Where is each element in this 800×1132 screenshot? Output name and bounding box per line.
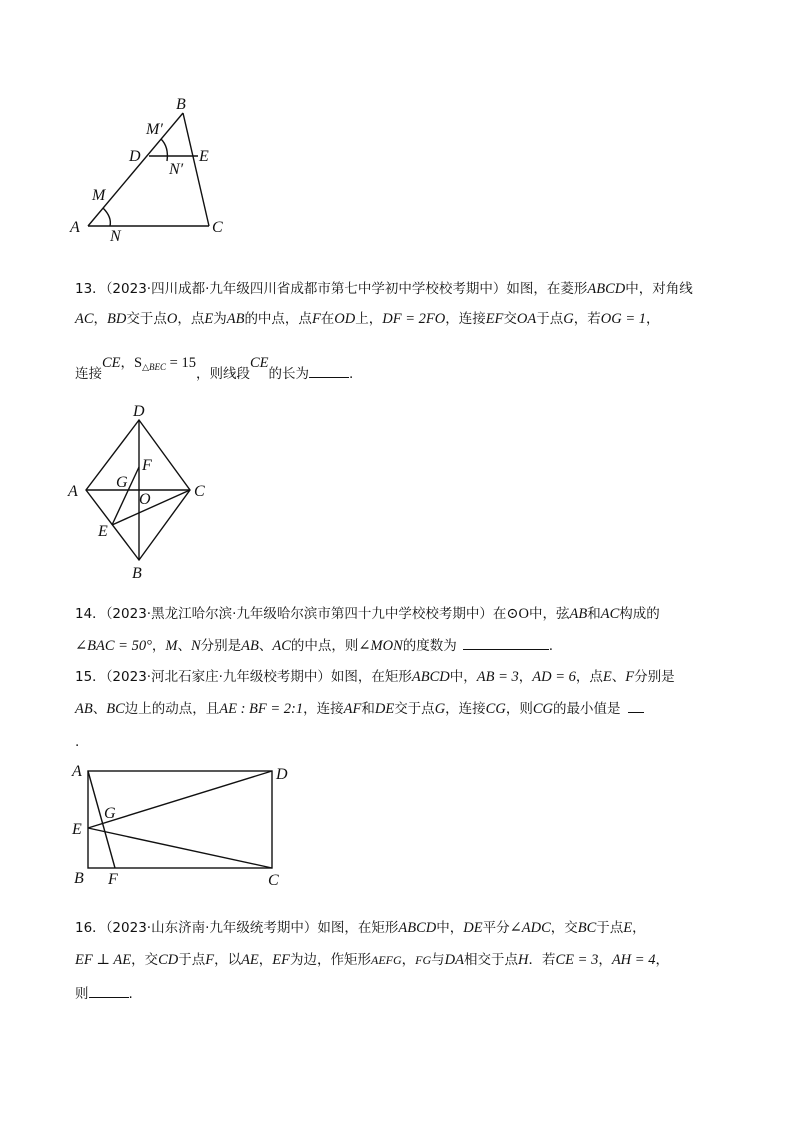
q15-math: G bbox=[434, 701, 446, 717]
q15-math: DE bbox=[374, 701, 395, 717]
q16-line-2 bbox=[75, 950, 669, 970]
label-e: E bbox=[98, 523, 108, 540]
q14-text: 、 bbox=[258, 638, 273, 654]
q15-text: ， bbox=[518, 669, 533, 685]
q16-text: ， bbox=[655, 952, 669, 968]
figure-q12-svg bbox=[70, 95, 250, 245]
q16-text: ， bbox=[258, 952, 273, 968]
q14-text: 的度数为 bbox=[402, 638, 457, 654]
q14-math: ∠BAC = 50° bbox=[75, 638, 152, 654]
q16-text: 与 bbox=[431, 952, 445, 968]
label-m: M bbox=[92, 187, 106, 204]
q14-math: N bbox=[190, 638, 201, 654]
q14-line-2 bbox=[75, 635, 553, 656]
q16-math: H bbox=[518, 952, 529, 968]
label-f: F bbox=[142, 457, 152, 474]
q15-text: 交于点 bbox=[394, 701, 435, 717]
q13-line-2 bbox=[75, 309, 659, 329]
arc-mn-prime bbox=[161, 139, 167, 161]
label-c: C bbox=[212, 219, 223, 236]
q15-math: E bbox=[602, 669, 612, 685]
q15-math: CG bbox=[532, 701, 553, 717]
q13-area-symbol: S bbox=[134, 355, 143, 371]
q16-math: F bbox=[205, 952, 215, 968]
q15-math: AE : BF = 2:1 bbox=[219, 701, 304, 717]
arc-mn bbox=[103, 208, 110, 226]
q15-text: ，连接 bbox=[445, 701, 486, 717]
q13-text: 连接 bbox=[75, 366, 102, 382]
q15-number: 15． bbox=[75, 669, 106, 685]
q16-math: DE bbox=[463, 920, 483, 936]
q16-math: ABCD bbox=[398, 920, 437, 936]
q15-text: 和 bbox=[361, 701, 375, 717]
q13-math: DF = 2FO bbox=[382, 311, 446, 327]
label-o: O bbox=[139, 491, 151, 508]
q13-text: ，若 bbox=[573, 311, 601, 327]
figure-q13-svg bbox=[68, 400, 218, 580]
q13-number: 13． bbox=[75, 281, 106, 297]
q13-math: F bbox=[311, 311, 321, 327]
q14-text: 在 bbox=[492, 606, 507, 622]
q13-text: 于点 bbox=[536, 311, 564, 327]
q15-math: BC bbox=[106, 701, 125, 717]
q13-math: EF bbox=[485, 311, 504, 327]
q13-text: 中，对角线 bbox=[625, 281, 693, 297]
q15-source: （2023·河北石家庄·九年级校考期中） bbox=[105, 669, 331, 685]
q13-math: AC bbox=[75, 311, 94, 327]
segment-ce bbox=[112, 490, 190, 525]
q13-math: E bbox=[204, 311, 214, 327]
q16-math: ∠ADC bbox=[509, 920, 551, 936]
label-c: C bbox=[268, 872, 279, 889]
q16-math: EF bbox=[272, 952, 291, 968]
figure-q13 bbox=[68, 400, 218, 580]
figure-q15-svg bbox=[70, 756, 300, 891]
q16-text: 如图，在矩形 bbox=[317, 920, 399, 936]
q16-text: ， bbox=[632, 920, 646, 936]
q15-text: 的最小值是 bbox=[552, 701, 621, 717]
q16-number: 16． bbox=[75, 920, 106, 936]
q13-text: ，连接 bbox=[445, 311, 486, 327]
q14-text: 、 bbox=[177, 638, 191, 654]
label-c: C bbox=[194, 483, 205, 500]
q13-math: OG = 1 bbox=[600, 311, 646, 327]
q15-text: ，则 bbox=[505, 701, 533, 717]
q16-text: ，交 bbox=[550, 920, 578, 936]
q16-text: 中， bbox=[436, 920, 464, 936]
q15-text: 如图，在矩形 bbox=[330, 669, 412, 685]
label-a: A bbox=[70, 219, 80, 236]
q14-text: 的中点，则 bbox=[290, 638, 359, 654]
q13-text: ， bbox=[93, 311, 108, 327]
label-d: D bbox=[276, 766, 288, 783]
q15-math: AB = 3 bbox=[476, 669, 519, 685]
q15-line-1 bbox=[75, 667, 675, 687]
q13-math: ABCD bbox=[587, 281, 626, 297]
label-g: G bbox=[104, 805, 116, 822]
q15-math: AB bbox=[75, 701, 93, 717]
q14-math: ∠MON bbox=[358, 638, 403, 654]
q14-text: 和 bbox=[587, 606, 601, 622]
segment-bc bbox=[183, 113, 209, 226]
q15-math: AD = 6 bbox=[532, 669, 576, 685]
q13-text: 交 bbox=[503, 311, 517, 327]
q16-text: ， bbox=[401, 952, 416, 968]
segment-de bbox=[88, 771, 272, 828]
q14-line-1 bbox=[75, 604, 660, 624]
q14-answer-blank[interactable] bbox=[463, 635, 549, 650]
q16-math: AE bbox=[241, 952, 259, 968]
q14-math: AC bbox=[600, 606, 620, 622]
q15-math: F bbox=[625, 669, 635, 685]
q14-text: 构成的 bbox=[619, 606, 660, 622]
q13-math: CE bbox=[102, 355, 121, 371]
label-n-prime: N′ bbox=[169, 161, 184, 178]
q13-line-1 bbox=[75, 279, 693, 299]
q13-area-expression bbox=[134, 355, 196, 371]
label-a: A bbox=[72, 763, 82, 780]
label-b: B bbox=[176, 96, 186, 113]
q13-text: . bbox=[349, 366, 354, 382]
q16-text: 相交于点 bbox=[464, 952, 519, 968]
label-n: N bbox=[110, 228, 121, 245]
label-g: G bbox=[116, 474, 128, 491]
label-e: E bbox=[199, 148, 209, 165]
figure-q12 bbox=[70, 95, 250, 245]
q13-text: 交于点 bbox=[126, 311, 167, 327]
q15-text: 分别是 bbox=[634, 669, 675, 685]
figure-q15 bbox=[70, 756, 300, 891]
q15-text: 、 bbox=[92, 701, 107, 717]
label-m-prime: M′ bbox=[146, 121, 163, 138]
q13-text: ， bbox=[120, 355, 135, 371]
q13-text: 的长为 bbox=[268, 366, 309, 382]
q14-text: 中，弦 bbox=[529, 606, 570, 622]
q16-text: 于点 bbox=[596, 920, 624, 936]
q16-line-3 bbox=[75, 983, 133, 1004]
label-b: B bbox=[74, 870, 84, 887]
q16-math: AEFG bbox=[371, 953, 402, 967]
q15-text: 边上的动点，且 bbox=[124, 701, 220, 717]
q14-text: ， bbox=[151, 638, 166, 654]
q14-math: AC bbox=[272, 638, 291, 654]
segment-ec bbox=[88, 828, 272, 868]
q13-area-subscript: △BEC bbox=[142, 362, 167, 372]
q13-source: （2023·四川成都·九年级四川省成都市第七中学初中学校校考期中） bbox=[105, 281, 507, 297]
q16-text: ，以 bbox=[214, 952, 242, 968]
q15-text: ，点 bbox=[575, 669, 603, 685]
q16-math: CE = 3 bbox=[555, 952, 599, 968]
label-a: A bbox=[68, 483, 78, 500]
q15-line-3 bbox=[75, 732, 79, 752]
q15-text: ，连接 bbox=[303, 701, 344, 717]
q16-math: AH = 4 bbox=[611, 952, 656, 968]
q13-text: ，点 bbox=[177, 311, 205, 327]
label-d: D bbox=[133, 403, 145, 420]
q16-text: 平分 bbox=[482, 920, 510, 936]
q16-math: DA bbox=[444, 952, 465, 968]
q15-text: 中， bbox=[449, 669, 477, 685]
q16-text: . bbox=[128, 986, 133, 1002]
q13-math: AB bbox=[226, 311, 245, 327]
q13-text: 如图，在菱形 bbox=[506, 281, 588, 297]
q14-math: AB bbox=[241, 638, 259, 654]
q16-text: ， bbox=[598, 952, 612, 968]
label-f: F bbox=[108, 871, 118, 888]
q15-math: CG bbox=[485, 701, 506, 717]
label-b: B bbox=[132, 565, 142, 582]
q13-math: OA bbox=[516, 311, 537, 327]
q15-text: . bbox=[75, 734, 80, 750]
q13-math: G bbox=[563, 311, 574, 327]
q13-math: CE bbox=[249, 355, 269, 371]
q16-math: CD bbox=[158, 952, 179, 968]
q16-math: FG bbox=[415, 953, 432, 967]
q13-text: 在 bbox=[320, 311, 335, 327]
q16-text: 则 bbox=[75, 986, 89, 1002]
q13-answer-blank[interactable] bbox=[309, 363, 349, 378]
q14-number: 14． bbox=[75, 606, 106, 622]
q16-math: BC bbox=[577, 920, 597, 936]
q13-text: ，则线段 bbox=[195, 366, 250, 382]
label-e: E bbox=[72, 821, 82, 838]
q15-text: 、 bbox=[611, 669, 626, 685]
q13-text: 为 bbox=[213, 311, 227, 327]
q16-source: （2023·山东济南·九年级统考期中） bbox=[105, 920, 318, 936]
q16-text: ，交 bbox=[131, 952, 159, 968]
q15-math: ABCD bbox=[411, 669, 450, 685]
q13-math: OD bbox=[334, 311, 356, 327]
q16-text: ．若 bbox=[528, 952, 556, 968]
q14-source: （2023·黑龙江哈尔滨·九年级哈尔滨市第四十九中学校校考期中） bbox=[105, 606, 493, 622]
q15-answer-blank[interactable] bbox=[628, 698, 644, 713]
label-d: D bbox=[129, 148, 141, 165]
q13-text: ， bbox=[645, 311, 660, 327]
q14-text: . bbox=[548, 638, 554, 654]
q14-math: M bbox=[165, 638, 178, 654]
q13-area-value: = 15 bbox=[166, 355, 196, 371]
q16-text: 于点 bbox=[178, 952, 206, 968]
q13-line-3 bbox=[75, 355, 354, 385]
q15-line-2 bbox=[75, 698, 644, 719]
q15-math: AF bbox=[343, 701, 362, 717]
q13-text: 的中点，点 bbox=[244, 311, 312, 327]
q16-line-1 bbox=[75, 918, 646, 938]
q14-math: AB bbox=[569, 606, 588, 622]
q16-text: 为边，作矩形 bbox=[290, 952, 372, 968]
q13-math: BD bbox=[107, 311, 127, 327]
q16-math: EF ⊥ AE bbox=[75, 952, 132, 968]
q14-text: 分别是 bbox=[200, 638, 242, 654]
q14-math: ⊙O bbox=[506, 606, 530, 622]
q16-math: E bbox=[623, 920, 633, 936]
q13-math: O bbox=[166, 311, 178, 327]
q16-answer-blank[interactable] bbox=[89, 983, 129, 998]
q13-text: 上， bbox=[355, 311, 383, 327]
